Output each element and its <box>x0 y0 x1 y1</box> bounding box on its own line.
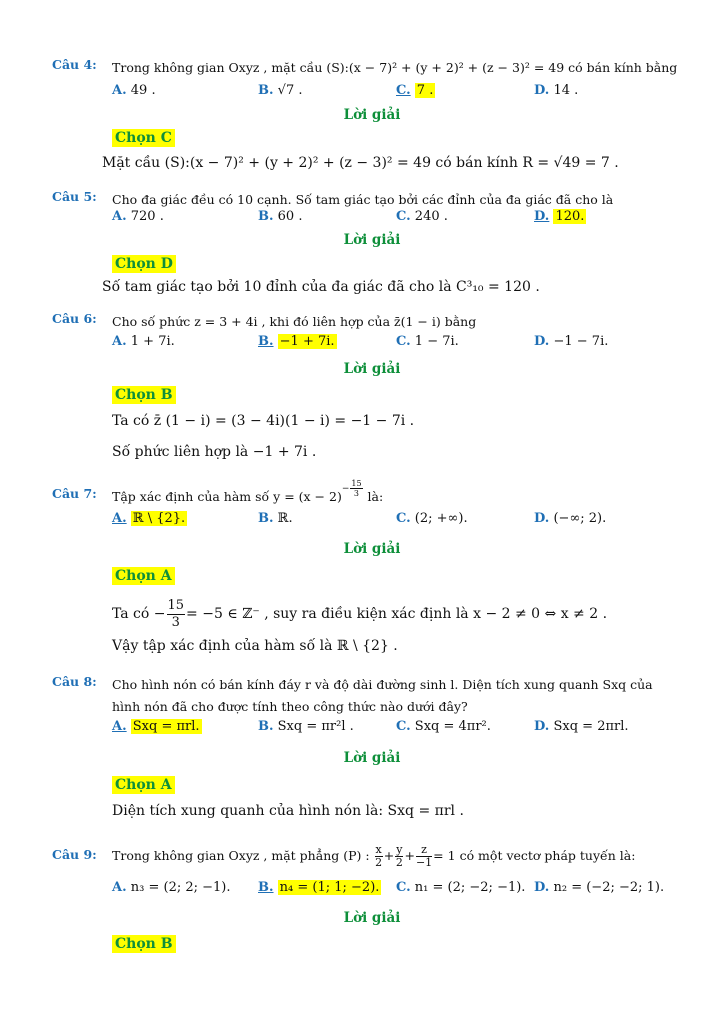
option-d: D. (−∞; 2). <box>534 511 607 526</box>
option-d: D. −1 − 7i. <box>534 334 609 349</box>
options-row <box>112 334 692 356</box>
chosen-answer: Chọn A <box>112 776 175 794</box>
option-b: B. ℝ. <box>258 511 293 526</box>
options-row <box>112 719 692 741</box>
option-b: B. n₄ = (1; 1; −2). <box>258 880 380 895</box>
question-7 <box>52 478 692 658</box>
solution-heading: Lời giải <box>343 541 401 557</box>
question-4 <box>52 57 692 207</box>
option-c: C. 240 . <box>396 209 448 224</box>
chosen-answer: Chọn B <box>112 935 176 953</box>
chosen-answer: Chọn D <box>112 255 176 273</box>
solution-line: Mặt cầu (S):(x − 7)² + (y + 2)² + (z − 3)² = 49 có bán kính R = √49 = 7 . <box>102 155 619 171</box>
option-a: A. 49 . <box>112 83 156 98</box>
option-c: C. Sxq = 4πr². <box>396 719 491 734</box>
question-8 <box>52 674 692 824</box>
chosen-answer: Chọn B <box>112 386 176 404</box>
question-label: Câu 7: <box>52 486 97 501</box>
question-text: Cho số phức z = 3 + 4i , khi đó liên hợp của z̄(1 − i) bằng <box>112 314 477 329</box>
options-row <box>112 511 692 533</box>
solution-line: Ta có − $\frac{15}{3}$ = −5 ∈ ℤ⁻ , suy ra điều kiện xác định là x − 2 ≠ 0 ⇔ x ≠ 2 . <box>112 597 608 630</box>
option-d: D. Sxq = 2πrl. <box>534 719 629 734</box>
option-c: C. 1 − 7i. <box>396 334 459 349</box>
question-text: Cho đa giác đều có 10 cạnh. Số tam giác tạo bởi các đỉnh của đa giác đã cho là <box>112 192 614 207</box>
solution-line: Vậy tập xác định của hàm số là ℝ \ {2} . <box>112 638 398 654</box>
solution-heading: Lời giải <box>343 910 401 926</box>
question-text: Cho hình nón có bán kính đáy r và độ dài đường sinh l. Diện tích xung quanh Sxq của hình nón đã cho được tính theo công thức nào dưới đây? <box>112 677 653 714</box>
solution-heading: Lời giải <box>343 107 401 123</box>
option-b: B. √7 . <box>258 83 303 98</box>
question-5 <box>52 189 692 299</box>
option-d: D. 14 . <box>534 83 579 98</box>
solution-heading: Lời giải <box>343 750 401 766</box>
option-d: D. 120. <box>534 209 585 224</box>
question-text: Trong không gian Oxyz , mặt phẳng (P) : $\frac{x}{2}$ + $\frac{y}{2}$ + $\frac{z}{-1}$ = 1 có một vectơ pháp tuyến là: <box>112 843 636 869</box>
option-a: A. ℝ \ {2}. <box>112 511 186 526</box>
question-9 <box>52 838 692 968</box>
option-b: B. 60 . <box>258 209 303 224</box>
option-a: A. Sxq = πrl. <box>112 719 200 734</box>
question-label: Câu 9: <box>52 847 97 862</box>
solution-heading: Lời giải <box>343 361 401 377</box>
question-text: Trong không gian Oxyz , mặt cầu (S):(x − 7)² + (y + 2)² + (z − 3)² = 49 có bán kính bằng <box>112 60 678 75</box>
solution-heading: Lời giải <box>343 232 401 248</box>
option-c: C. 7 . <box>396 83 434 98</box>
solution-line: Số phức liên hợp là −1 + 7i . <box>112 444 317 460</box>
solution-line: Số tam giác tạo bởi 10 đỉnh của đa giác đã cho là C³₁₀ = 120 . <box>102 279 540 295</box>
option-a: A. n₃ = (2; 2; −1). <box>112 880 231 895</box>
option-b: B. −1 + 7i. <box>258 334 335 349</box>
chosen-answer: Chọn C <box>112 129 175 147</box>
question-label: Câu 6: <box>52 311 97 326</box>
options-row <box>112 83 692 105</box>
solution-line: Diện tích xung quanh của hình nón là: Sxq = πrl . <box>112 803 464 819</box>
question-6 <box>52 311 692 461</box>
option-a: A. 720 . <box>112 209 164 224</box>
option-c: C. (2; +∞). <box>396 511 468 526</box>
question-label: Câu 8: <box>52 674 97 689</box>
options-row <box>112 209 692 231</box>
solution-line: Ta có z̄ (1 − i) = (3 − 4i)(1 − i) = −1 − 7i . <box>112 413 415 429</box>
options-row <box>112 880 692 902</box>
chosen-answer: Chọn A <box>112 567 175 585</box>
option-b: B. Sxq = πr²l . <box>258 719 354 734</box>
question-label: Câu 4: <box>52 57 97 72</box>
question-label: Câu 5: <box>52 189 97 204</box>
option-c: C. n₁ = (2; −2; −1). <box>396 880 526 895</box>
option-d: D. n₂ = (−2; −2; 1). <box>534 880 665 895</box>
option-a: A. 1 + 7i. <box>112 334 175 349</box>
question-text: Tập xác định của hàm số $y = (x - 2)^{- \frac{15}{3}}$ là: <box>112 479 384 504</box>
